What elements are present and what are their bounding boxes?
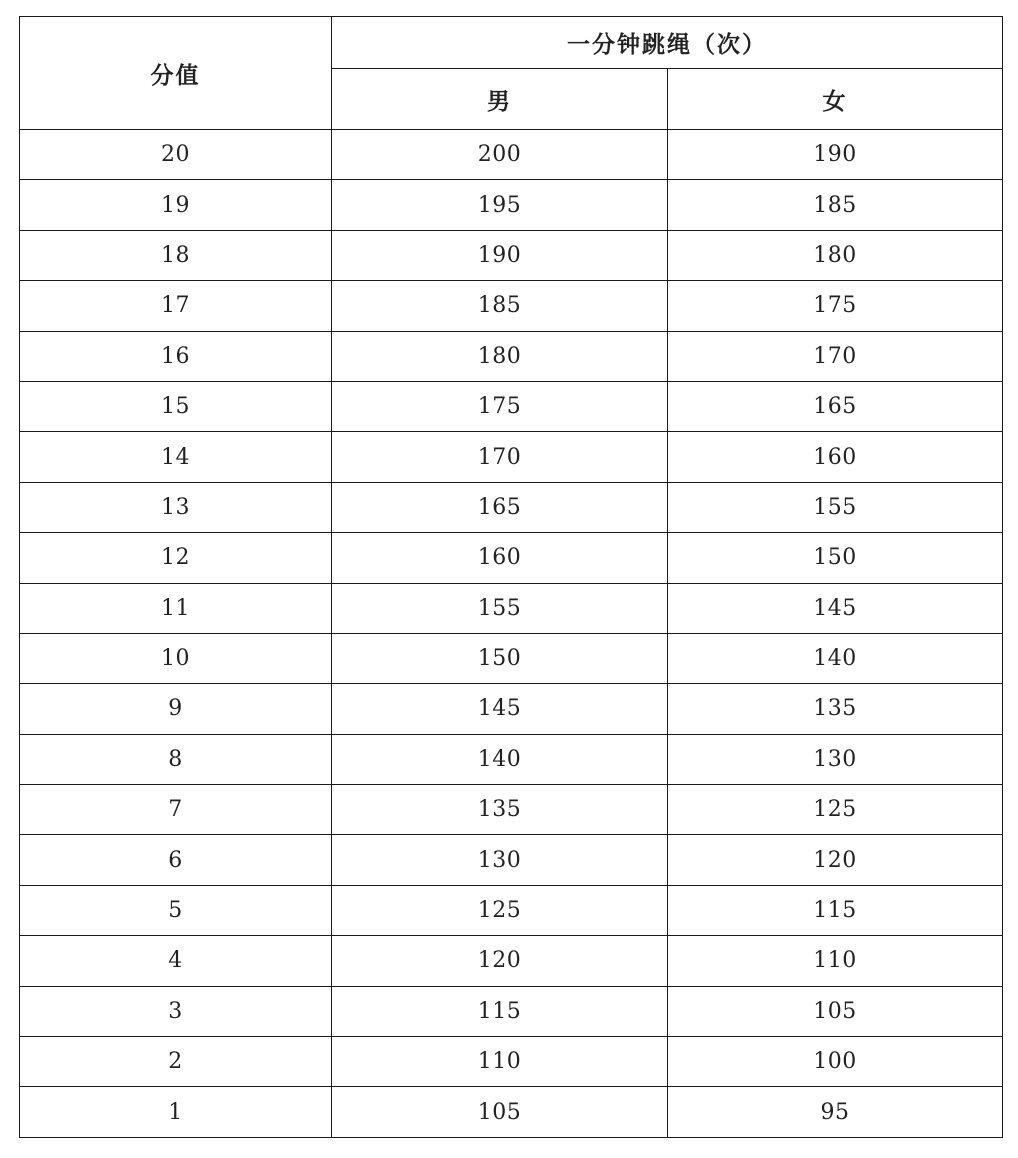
jump-rope-header-label: 一分钟跳绳（次） (567, 32, 767, 58)
male-cell (332, 432, 668, 482)
table-row (20, 180, 1003, 230)
score-cell-value: 4 (168, 948, 183, 974)
male-cell (332, 684, 668, 734)
female-cell-value: 180 (813, 242, 857, 268)
score-cell (20, 230, 332, 280)
male-cell-value: 130 (477, 847, 522, 873)
male-cell-value: 160 (477, 545, 522, 571)
male-cell (332, 230, 668, 280)
female-cell (668, 281, 1003, 331)
male-cell-value: 140 (477, 746, 522, 772)
table-row (20, 230, 1003, 280)
table-row (20, 1037, 1003, 1087)
score-cell-value: 6 (168, 847, 183, 873)
female-cell-value: 170 (813, 343, 857, 369)
female-cell (668, 230, 1003, 280)
female-cell (668, 1037, 1003, 1087)
female-cell-value: 115 (813, 898, 857, 924)
score-cell-value: 10 (161, 646, 190, 672)
table-row (20, 1087, 1003, 1137)
female-cell-value: 135 (813, 696, 857, 722)
score-cell (20, 936, 332, 986)
female-cell (668, 482, 1003, 532)
table-row (20, 381, 1003, 431)
male-cell (332, 734, 668, 784)
table-row (20, 331, 1003, 381)
table-row (20, 835, 1003, 885)
female-cell (668, 885, 1003, 935)
female-cell-value: 185 (813, 192, 857, 218)
female-cell-value: 165 (813, 394, 857, 420)
male-cell-value: 105 (477, 1099, 522, 1125)
male-cell (332, 381, 668, 431)
score-cell (20, 785, 332, 835)
female-cell-value: 95 (820, 1099, 850, 1125)
table-row (20, 986, 1003, 1036)
table-row (20, 633, 1003, 683)
female-cell (668, 785, 1003, 835)
female-cell (668, 381, 1003, 431)
score-cell (20, 180, 332, 230)
female-cell-value: 110 (813, 948, 857, 974)
male-cell-value: 180 (477, 343, 522, 369)
female-cell-value: 155 (813, 494, 857, 520)
table-row (20, 533, 1003, 583)
female-cell (668, 633, 1003, 683)
male-cell (332, 583, 668, 633)
score-cell (20, 281, 332, 331)
male-cell-value: 125 (477, 898, 522, 924)
male-cell (332, 281, 668, 331)
score-cell-value: 5 (168, 898, 183, 924)
female-cell-value: 125 (813, 797, 857, 823)
male-cell (332, 130, 668, 180)
male-cell (332, 1087, 668, 1137)
table-row (20, 885, 1003, 935)
female-cell (668, 130, 1003, 180)
table-body (20, 130, 1003, 1138)
score-cell-value: 2 (168, 1049, 183, 1075)
score-header (20, 17, 332, 130)
table-row (20, 936, 1003, 986)
female-cell (668, 986, 1003, 1036)
score-cell (20, 885, 332, 935)
table-row (20, 785, 1003, 835)
male-cell (332, 1037, 668, 1087)
male-cell-value: 110 (477, 1049, 522, 1075)
score-table (19, 16, 1003, 1138)
table-row (20, 583, 1003, 633)
score-cell (20, 130, 332, 180)
score-cell-value: 18 (161, 242, 190, 268)
score-cell-value: 1 (168, 1099, 183, 1125)
score-cell-value: 11 (161, 595, 190, 621)
score-cell-value: 17 (161, 293, 190, 319)
score-cell-value: 16 (161, 343, 190, 369)
female-cell-value: 175 (813, 293, 857, 319)
male-cell (332, 936, 668, 986)
score-cell (20, 633, 332, 683)
score-cell (20, 331, 332, 381)
male-cell (332, 180, 668, 230)
table-row (20, 432, 1003, 482)
male-cell-value: 185 (477, 293, 522, 319)
female-cell-value: 130 (813, 746, 857, 772)
male-cell-value: 145 (477, 696, 522, 722)
score-cell (20, 684, 332, 734)
score-cell-value: 7 (168, 797, 183, 823)
female-cell-value: 105 (813, 998, 857, 1024)
score-cell-value: 8 (168, 746, 183, 772)
female-cell-value: 140 (813, 646, 857, 672)
female-cell-value: 145 (813, 595, 857, 621)
male-cell-value: 200 (477, 142, 522, 168)
score-cell-value: 3 (168, 998, 183, 1024)
male-cell (332, 785, 668, 835)
score-cell (20, 835, 332, 885)
male-header (332, 69, 668, 130)
female-cell-value: 190 (813, 142, 857, 168)
table-row (20, 281, 1003, 331)
male-cell-value: 195 (477, 192, 522, 218)
score-header-label: 分值 (150, 62, 201, 89)
score-cell-value: 15 (161, 394, 190, 420)
score-cell (20, 1037, 332, 1087)
score-cell (20, 533, 332, 583)
jump-rope-header (332, 17, 1003, 69)
score-cell (20, 986, 332, 1036)
male-cell (332, 986, 668, 1036)
male-cell (332, 885, 668, 935)
male-cell-value: 165 (477, 494, 522, 520)
male-cell (332, 331, 668, 381)
score-cell-value: 20 (161, 142, 190, 168)
score-cell (20, 432, 332, 482)
female-cell-value: 150 (813, 545, 857, 571)
female-cell (668, 583, 1003, 633)
score-cell (20, 1087, 332, 1137)
male-cell-value: 175 (477, 394, 522, 420)
table-row (20, 734, 1003, 784)
female-cell (668, 835, 1003, 885)
male-cell-value: 155 (477, 595, 522, 621)
score-cell (20, 482, 332, 532)
table-row (20, 130, 1003, 180)
female-cell (668, 533, 1003, 583)
female-cell (668, 432, 1003, 482)
score-cell (20, 583, 332, 633)
male-cell-value: 150 (477, 646, 522, 672)
male-cell-value: 120 (477, 948, 522, 974)
score-cell-value: 13 (161, 494, 190, 520)
female-cell (668, 331, 1003, 381)
female-cell-value: 100 (813, 1049, 857, 1075)
female-cell-value: 120 (813, 847, 857, 873)
female-cell (668, 180, 1003, 230)
male-cell (332, 633, 668, 683)
female-cell (668, 1087, 1003, 1137)
male-cell (332, 835, 668, 885)
female-cell (668, 684, 1003, 734)
male-header-label: 男 (487, 88, 512, 115)
female-header-label: 女 (822, 88, 848, 115)
score-cell (20, 734, 332, 784)
score-cell-value: 14 (161, 444, 190, 470)
table-row (20, 684, 1003, 734)
female-cell-value: 160 (813, 444, 857, 470)
male-cell-value: 135 (477, 797, 522, 823)
male-cell (332, 533, 668, 583)
score-cell-value: 9 (168, 696, 183, 722)
female-header (668, 69, 1003, 130)
score-cell-value: 12 (161, 545, 190, 571)
header-row-top (20, 17, 1003, 69)
male-cell-value: 170 (477, 444, 522, 470)
male-cell (332, 482, 668, 532)
male-cell-value: 190 (477, 242, 522, 268)
female-cell (668, 734, 1003, 784)
table-row (20, 482, 1003, 532)
male-cell-value: 115 (477, 998, 522, 1024)
female-cell (668, 936, 1003, 986)
score-cell-value: 19 (161, 192, 190, 218)
score-cell (20, 381, 332, 431)
